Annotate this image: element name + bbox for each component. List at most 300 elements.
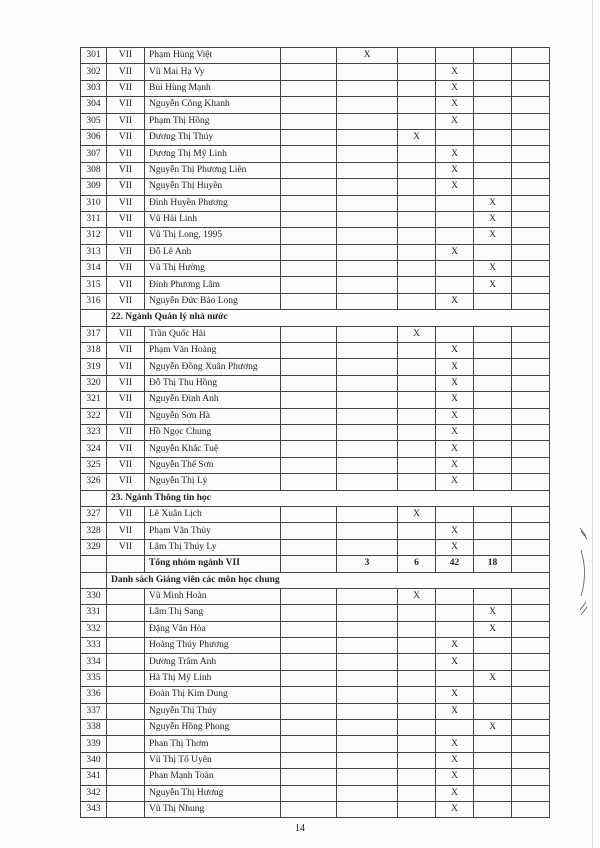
row-blank-cell [281,801,337,817]
row-mark-1 [337,441,398,457]
row-mark-1 [337,457,398,473]
row-mark-4 [474,113,512,129]
row-blank-cell [281,506,337,522]
total-value-3: 42 [436,556,474,572]
row-blank-cell [281,392,337,408]
row-mark-2 [398,638,436,654]
row-mark-5 [512,523,550,539]
row-mark-1 [337,392,398,408]
row-mark-1 [337,261,398,277]
total-group-cell [107,556,145,572]
row-name: Vũ Thị Nhung [145,801,281,817]
row-number: 317 [81,326,107,342]
row-number: 334 [81,654,107,670]
row-mark-3: X [436,64,474,80]
row-mark-3: X [436,408,474,424]
row-name: Trần Quốc Hải [145,326,281,342]
row-mark-2 [398,228,436,244]
table-row [81,523,550,539]
row-number: 312 [81,228,107,244]
row-blank-cell [281,424,337,440]
row-mark-4 [474,97,512,113]
row-mark-3: X [436,97,474,113]
row-mark-1 [337,638,398,654]
row-group [107,670,145,686]
table-row [81,539,550,555]
table-row [81,408,550,424]
table-row [81,228,550,244]
row-mark-2 [398,359,436,375]
row-number: 326 [81,474,107,490]
row-mark-4 [474,424,512,440]
row-number: 308 [81,162,107,178]
row-mark-5 [512,801,550,817]
row-mark-3: X [436,687,474,703]
row-mark-4 [474,769,512,785]
row-group [107,654,145,670]
row-blank-cell [281,48,337,64]
row-mark-5 [512,162,550,178]
row-mark-1 [337,228,398,244]
row-number: 330 [81,588,107,604]
row-name: Hoàng Thúy Phương [145,638,281,654]
row-mark-3: X [436,736,474,752]
row-number: 340 [81,752,107,768]
row-mark-4 [474,244,512,260]
row-mark-5 [512,228,550,244]
table-row [81,588,550,604]
row-blank-cell [281,736,337,752]
row-mark-1 [337,97,398,113]
row-mark-1 [337,80,398,96]
row-mark-4: X [474,261,512,277]
row-mark-3: X [436,375,474,391]
row-name: Đoàn Thị Kim Dung [145,687,281,703]
row-mark-5 [512,474,550,490]
row-mark-1 [337,720,398,736]
row-group: VII [107,261,145,277]
row-number: 329 [81,539,107,555]
row-mark-5 [512,293,550,309]
row-number: 341 [81,769,107,785]
row-mark-4 [474,392,512,408]
row-mark-1 [337,244,398,260]
row-mark-1 [337,424,398,440]
row-mark-4: X [474,228,512,244]
total-value-4: 18 [474,556,512,572]
row-mark-4 [474,588,512,604]
row-group: VII [107,523,145,539]
row-mark-5 [512,441,550,457]
row-mark-1 [337,146,398,162]
row-number: 302 [81,64,107,80]
table-row [81,277,550,293]
row-blank-cell [281,80,337,96]
row-mark-4 [474,752,512,768]
total-value-2: 6 [398,556,436,572]
row-blank-cell [281,621,337,637]
row-name: Đỗ Lê Anh [145,244,281,260]
row-mark-3: X [436,441,474,457]
row-mark-1 [337,277,398,293]
row-group: VII [107,408,145,424]
row-mark-2 [398,441,436,457]
row-mark-3 [436,720,474,736]
row-mark-2: X [398,588,436,604]
total-label: Tổng nhóm ngành VII [145,556,281,572]
row-name: Phạm Hùng Việt [145,48,281,64]
row-mark-5 [512,244,550,260]
row-group [107,621,145,637]
row-mark-1 [337,801,398,817]
row-mark-1 [337,408,398,424]
table-row [81,720,550,736]
row-number: 323 [81,424,107,440]
row-mark-5 [512,326,550,342]
row-mark-5 [512,539,550,555]
row-number: 324 [81,441,107,457]
row-group [107,703,145,719]
row-mark-3 [436,670,474,686]
row-number: 333 [81,638,107,654]
row-mark-3: X [436,785,474,801]
row-group: VII [107,97,145,113]
row-mark-2 [398,211,436,227]
row-number: 335 [81,670,107,686]
row-group: VII [107,293,145,309]
row-mark-4 [474,80,512,96]
row-mark-2 [398,146,436,162]
table-row [81,441,550,457]
row-blank-cell [281,211,337,227]
row-mark-4 [474,687,512,703]
row-name: Nguyễn Công Khanh [145,97,281,113]
row-group [107,736,145,752]
row-mark-2 [398,752,436,768]
row-group: VII [107,244,145,260]
row-mark-4 [474,326,512,342]
row-blank-cell [281,228,337,244]
row-name: Phan Mạnh Toàn [145,769,281,785]
row-mark-3 [436,621,474,637]
row-mark-4 [474,129,512,145]
row-mark-5 [512,457,550,473]
table-row [81,48,550,64]
row-number: 305 [81,113,107,129]
row-number: 307 [81,146,107,162]
row-mark-4 [474,48,512,64]
row-mark-4: X [474,277,512,293]
row-name: Vũ Hải Linh [145,211,281,227]
row-mark-4 [474,638,512,654]
row-mark-3: X [436,424,474,440]
row-group: VII [107,195,145,211]
row-mark-5 [512,261,550,277]
row-blank-cell [281,687,337,703]
row-number: 321 [81,392,107,408]
row-mark-1 [337,474,398,490]
row-group: VII [107,277,145,293]
row-number: 343 [81,801,107,817]
row-group: VII [107,129,145,145]
table-row [81,293,550,309]
row-mark-2 [398,48,436,64]
row-mark-3: X [436,769,474,785]
row-mark-4 [474,408,512,424]
row-name: Đỗ Thị Thu Hồng [145,375,281,391]
row-mark-5 [512,359,550,375]
row-mark-5 [512,785,550,801]
table-row [81,736,550,752]
row-mark-4 [474,457,512,473]
table-row [81,146,550,162]
row-group [107,752,145,768]
row-blank-cell [281,703,337,719]
row-mark-1 [337,621,398,637]
row-mark-5 [512,588,550,604]
row-name: Đặng Văn Hòa [145,621,281,637]
row-number: 301 [81,48,107,64]
total-number-cell [81,556,107,572]
row-number: 339 [81,736,107,752]
row-mark-1 [337,752,398,768]
row-mark-2 [398,277,436,293]
row-mark-2 [398,785,436,801]
row-mark-2 [398,195,436,211]
table-row [81,506,550,522]
row-mark-3 [436,605,474,621]
row-number: 332 [81,621,107,637]
row-mark-2 [398,113,436,129]
row-group: VII [107,343,145,359]
row-group: VII [107,506,145,522]
row-number: 322 [81,408,107,424]
row-mark-5 [512,392,550,408]
row-group: VII [107,211,145,227]
row-blank-cell [281,261,337,277]
row-group: VII [107,457,145,473]
row-mark-3 [436,261,474,277]
row-blank-cell [281,474,337,490]
table-row [81,769,550,785]
row-number: 309 [81,179,107,195]
section-title: 23. Ngành Thông tin học [107,490,550,506]
row-group: VII [107,474,145,490]
row-group [107,785,145,801]
row-mark-5 [512,277,550,293]
row-mark-3: X [436,146,474,162]
row-name: Nguyễn Sơn Hà [145,408,281,424]
row-group: VII [107,179,145,195]
row-number: 338 [81,720,107,736]
row-mark-1 [337,64,398,80]
row-number: 342 [81,785,107,801]
row-blank-cell [281,146,337,162]
row-mark-2 [398,162,436,178]
row-mark-5 [512,195,550,211]
row-name: Hồ Ngọc Chung [145,424,281,440]
row-group: VII [107,326,145,342]
row-mark-1 [337,687,398,703]
table-row [81,424,550,440]
row-number: 318 [81,343,107,359]
row-mark-3: X [436,343,474,359]
row-blank-cell [281,375,337,391]
row-blank-cell [281,277,337,293]
row-name: Đinh Huyền Phương [145,195,281,211]
row-number: 337 [81,703,107,719]
row-mark-1 [337,359,398,375]
row-mark-4 [474,654,512,670]
row-mark-1 [337,129,398,145]
row-mark-1 [337,343,398,359]
row-mark-2: X [398,506,436,522]
row-mark-4 [474,343,512,359]
row-blank-cell [281,408,337,424]
total-value-1: 3 [337,556,398,572]
row-mark-5 [512,703,550,719]
row-group: VII [107,113,145,129]
section-header-row [81,490,550,506]
table-row [81,359,550,375]
row-mark-2 [398,179,436,195]
row-mark-4 [474,293,512,309]
row-mark-4 [474,474,512,490]
table-row [81,457,550,473]
row-blank-cell [281,752,337,768]
row-mark-2 [398,769,436,785]
row-mark-5 [512,670,550,686]
row-mark-3 [436,326,474,342]
row-number: 319 [81,359,107,375]
row-mark-2 [398,720,436,736]
row-mark-2 [398,64,436,80]
row-name: Vũ Thị Hường [145,261,281,277]
row-name: Phạm Thị Hồng [145,113,281,129]
row-name: Đinh Phương Lâm [145,277,281,293]
row-mark-3: X [436,752,474,768]
row-group: VII [107,146,145,162]
row-mark-1 [337,605,398,621]
row-mark-4: X [474,605,512,621]
section-number-cell [81,310,107,326]
row-blank-cell [281,523,337,539]
row-number: 325 [81,457,107,473]
row-group [107,588,145,604]
row-mark-4 [474,539,512,555]
table-row [81,179,550,195]
row-blank-cell [281,670,337,686]
row-blank-cell [281,195,337,211]
margin-bracket-mark [578,528,590,618]
table-row [81,752,550,768]
row-group [107,638,145,654]
row-mark-5 [512,97,550,113]
row-mark-2 [398,424,436,440]
row-mark-3: X [436,244,474,260]
row-mark-3: X [436,457,474,473]
row-mark-4 [474,441,512,457]
table-row [81,326,550,342]
row-mark-4: X [474,195,512,211]
row-group: VII [107,80,145,96]
row-group: VII [107,441,145,457]
row-mark-2 [398,408,436,424]
row-mark-4 [474,359,512,375]
row-group: VII [107,228,145,244]
row-blank-cell [281,97,337,113]
row-blank-cell [281,457,337,473]
row-mark-3: X [436,392,474,408]
row-mark-2 [398,654,436,670]
row-number: 310 [81,195,107,211]
row-mark-1 [337,785,398,801]
table-row [81,638,550,654]
row-mark-3: X [436,654,474,670]
row-name: Phan Thị Thơm [145,736,281,752]
row-mark-2: X [398,129,436,145]
row-name: Nguyễn Đức Bảo Long [145,293,281,309]
row-name: Vũ Minh Hoàn [145,588,281,604]
row-mark-3: X [436,293,474,309]
row-mark-5 [512,736,550,752]
row-name: Lâm Thị Sang [145,605,281,621]
row-mark-5 [512,638,550,654]
row-blank-cell [281,588,337,604]
row-mark-3 [436,588,474,604]
row-name: Vũ Thị Tố Uyên [145,752,281,768]
row-mark-5 [512,720,550,736]
row-mark-5 [512,752,550,768]
row-mark-3: X [436,80,474,96]
row-mark-3: X [436,638,474,654]
row-number: 304 [81,97,107,113]
section-title: 22. Ngành Quản lý nhà nước [107,310,550,326]
row-mark-4 [474,703,512,719]
row-mark-2 [398,392,436,408]
row-blank-cell [281,441,337,457]
row-mark-1 [337,654,398,670]
row-group: VII [107,539,145,555]
table-row [81,97,550,113]
table-row [81,687,550,703]
row-number: 336 [81,687,107,703]
row-group [107,687,145,703]
total-value-5 [512,556,550,572]
row-mark-3 [436,211,474,227]
row-mark-1 [337,539,398,555]
row-mark-3 [436,129,474,145]
row-group [107,769,145,785]
row-name: Dương Thị Mỹ Linh [145,146,281,162]
row-name: Phạm Văn Hoàng [145,343,281,359]
row-mark-5 [512,80,550,96]
row-mark-3: X [436,703,474,719]
row-mark-4 [474,162,512,178]
row-mark-4: X [474,621,512,637]
table-row [81,64,550,80]
table-row [81,80,550,96]
row-mark-4: X [474,211,512,227]
row-name: Phạm Văn Thùy [145,523,281,539]
row-mark-3: X [436,523,474,539]
row-blank-cell [281,539,337,555]
table-row [81,474,550,490]
table-row [81,670,550,686]
row-blank-cell [281,326,337,342]
row-mark-2 [398,703,436,719]
row-mark-1 [337,506,398,522]
